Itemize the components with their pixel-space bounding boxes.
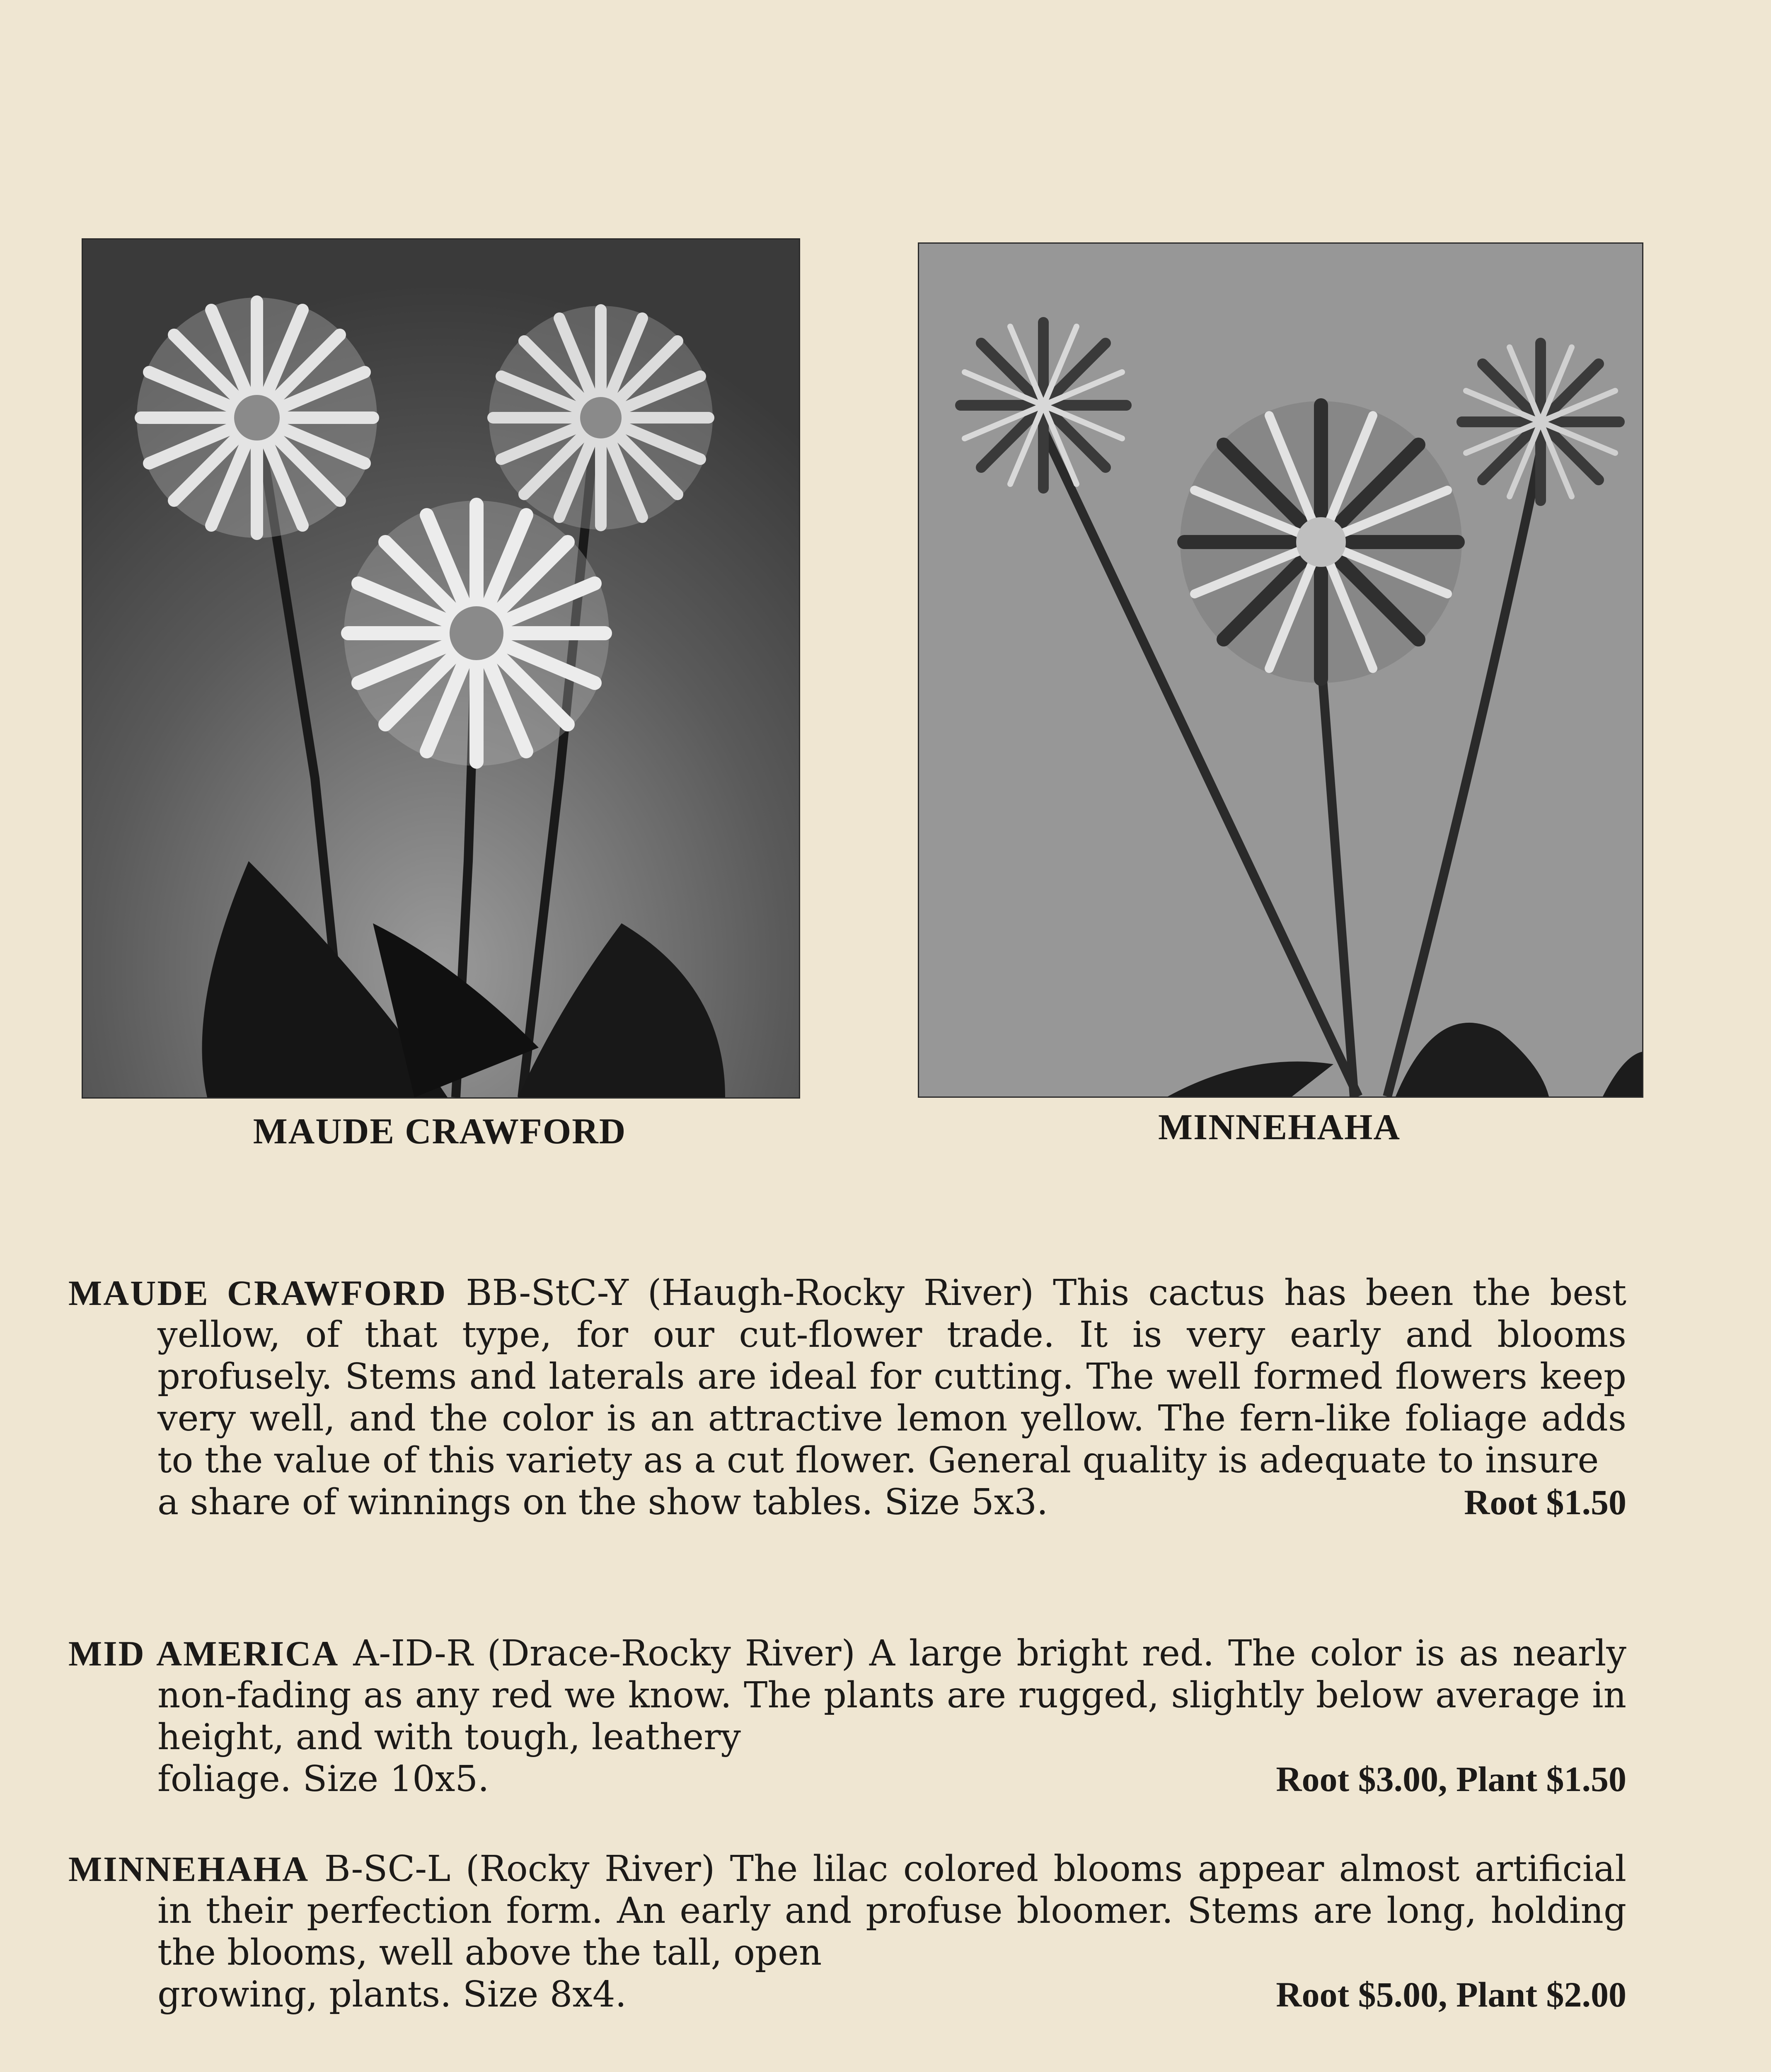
dahlia-photo-image xyxy=(919,244,1642,1097)
entry-description: B-SC-L (Rocky River) The lilac colored blooms appear almost artificial in their perfection form. An early and profuse bloomer. Stems are long, holding the blooms, well above the tall, open xyxy=(157,1848,1627,1973)
entry-mid-america xyxy=(68,1633,1626,1800)
entry-minnehaha xyxy=(68,1848,1626,2016)
entry-name: MID AMERICA xyxy=(68,1634,339,1673)
photo-minnehaha xyxy=(918,242,1643,1098)
photo-maude-crawford xyxy=(82,238,800,1099)
entry-price: Root $5.00, Plant $2.00 xyxy=(1276,1975,1626,2014)
dahlia-photo-image xyxy=(83,240,799,1097)
entry-name: MAUDE CRAWFORD xyxy=(68,1273,447,1313)
photo-caption-maude-crawford: MAUDE CRAWFORD xyxy=(253,1111,627,1152)
entry-price: Root $3.00, Plant $1.50 xyxy=(1276,1759,1626,1799)
entry-description-last-line: foliage. Size 10x5. xyxy=(157,1758,489,1800)
entry-name: MINNEHAHA xyxy=(68,1849,310,1889)
entry-maude-crawford xyxy=(68,1272,1626,1523)
entry-description: A-ID-R (Drace-Rocky River) A large bright red. The color is as nearly non-fading as any red we know. The plants are rugged, slightly below average in height, and with tough, leathery xyxy=(157,1633,1626,1758)
photo-caption-minnehaha: MINNEHAHA xyxy=(1158,1107,1401,1147)
entry-description-last-line: growing, plants. Size 8x4. xyxy=(157,1974,627,2015)
entry-description: BB-StC-Y (Haugh-Rocky River) This cactus has been the best yellow, of that type, for our cut-flower trade. It is very early and blooms profusely. Stems and laterals are ideal for cutting. The well formed flowers keep very well, and the color is an attractive lemon yellow. The fern-like foliage adds to the value of this variety as a cut flower. General quality is adequate to insure xyxy=(157,1272,1627,1481)
entry-price: Root $1.50 xyxy=(1464,1482,1626,1522)
entry-description-last-line: a share of winnings on the show tables. Size 5x3. xyxy=(157,1481,1048,1523)
